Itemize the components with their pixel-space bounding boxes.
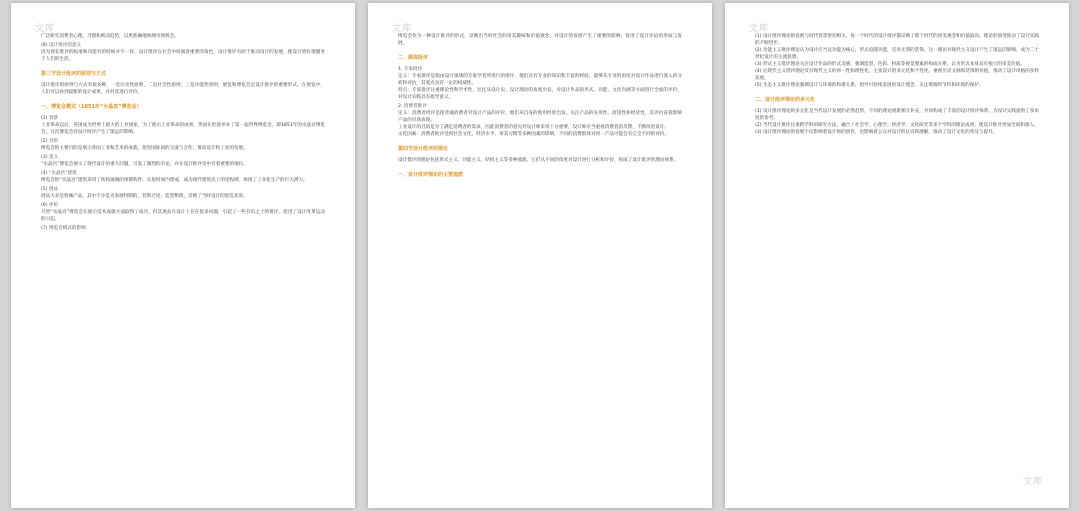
subsection-label: 1. 专家批评 — [398, 67, 423, 72]
paragraph: (1) 设计批评理论的发展与时代背景密切相关，每一个时代的设计批评都反映了那个时代的审美观念和价值取向，理论的演变推动了设计实践的不断进步。 — [755, 34, 1039, 46]
section-heading: 二、媒体批评 — [398, 55, 429, 61]
paragraph: 设计批评的理论包括形式主义、功能主义、结构主义等多种流派，它们从不同的角度对设计进行分析和评价，构成了设计批评的理论体系。 — [398, 158, 679, 163]
paragraph: 因为现在批评的标准和功能有的时候并不一样，设计批评在社会中扮演着重要的角色，设计批评有助于推动设计的发展，使设计更好地服务于人们的生活。 — [41, 50, 325, 62]
page-body — [398, 33, 682, 179]
paragraph: 文化因素：消费者批评受到社会文化、经济水平、审美习惯等多种因素的影响，不同的消费群体对同一产品可能会有完全不同的评价。 — [398, 132, 670, 137]
paragraph: 工业设计的目的是为了满足消费者的需求，因此消费者的意见对设计师来说十分重要，设计师应当重视消费者的反馈，不断改进设计。 — [398, 125, 670, 130]
section-heading: 二、设计批评理论的多元化 — [755, 97, 816, 103]
page-body — [41, 33, 325, 232]
paragraph: “水晶宫”博览会展示了现代设计的重大问题，引发了激烈的争论，并在设计批评史中有着重要的地位。 — [41, 162, 248, 167]
subsection-label: (7) 博览会模式的影响 — [41, 226, 86, 231]
paragraph: (5) 生态主义批评理论强调设计与环境的和谐关系，倡导可持续发展的设计理念，关注资源的节约和环境的保护。 — [755, 83, 984, 88]
watermark-logo: 文库 — [391, 23, 412, 34]
section-heading: 第三节设计批评的原则与方式 — [41, 71, 107, 77]
watermark-logo: 文库 — [748, 23, 769, 34]
paragraph: 工业革命以后，英国成为世界上最大的工业国家，为了展示工业革命的成果，英国在伦敦举办了第一届世界博览会，即1851年的水晶宫博览会，这次博览会对设计批评产生了深远的影响。 — [41, 123, 325, 135]
paragraph: 特点：专家批评注重理论性和学术性，往往从设计史、设计理论的角度出发，对设计作品的形式、功能、文化内涵等方面进行全面的评价，对设计实践具有指导意义。 — [398, 88, 682, 100]
paragraph: 博览会作为一种设计批评的形式，反映出当时社会的审美趣味和价值观念，对设计的发展产生了重要的影响，促进了设计评论的形成与发展。 — [398, 34, 682, 46]
section-heading: 一、博览会模式（1851年“水晶宫”博览会） — [41, 104, 142, 110]
paragraph: (1) 设计批评理论的多元化是当代设计发展的必然趋势，不同的理论流派相互补充，共同构成了丰富的设计批评体系，为设计实践提供了多角度的参考。 — [755, 109, 1039, 121]
paragraph: (3) 设计批评理论的发展不仅影响着设计师的创作，也影响着公众对设计的认识和理解，推动了设计文化的普及与提升。 — [755, 130, 998, 135]
document-page-3 — [725, 3, 1069, 508]
paragraph: 广泛研究消费者心理，习惯和被动趋势，以更准确地预测市场机会。 — [41, 34, 179, 39]
paragraph: 博览会的“水晶宫”建筑采用了铁和玻璃的预制构件，在短时间内建成，成为现代建筑史上的里程碑，体现了工业化生产的巨大潜力。 — [41, 178, 308, 183]
paragraph: 设计批评的原则与方式有很多种，一是历史性原则，二是社会性原则，三是功能性原则，展览和博览会是设计批评的重要形式，在展览中，人们可以看到最新的设计成果，并对其进行评价。 — [41, 83, 325, 95]
section-heading: 一、设计批评理论的主要流派 — [398, 172, 464, 178]
subsection-label: (2) 目的 — [41, 139, 59, 144]
subsection-label: (4) “水晶宫”建筑 — [41, 171, 77, 176]
subsection-label: (8) 设计批评的意义 — [41, 43, 82, 48]
paragraph: 定义：消费者批评是指普通消费者对设计产品的评价，他们从自身的使用经验出发，关注产品的实用性、舒适性和经济性，其评价直接影响产品的市场表现。 — [398, 111, 682, 123]
paragraph: (4) 后现代主义批评理论反对现代主义的单一性和理性化，主张设计的多元化和个性化，重视历史文脉和装饰的价值，推动了设计风格的多样发展。 — [755, 69, 1039, 81]
paragraph: 博览会的主要目的是展示各国工业和艺术的成就，促进国际间的交流与合作，推动设计和工业的发展。 — [41, 146, 248, 151]
subsection-label: (5) 展品 — [41, 187, 59, 192]
paragraph: 尽管“水晶宫”博览会在展示技术成就方面取得了成功，但其展品在设计上存在很多问题，引起了一些有识之士的批评，促进了设计改革运动的兴起。 — [41, 210, 325, 222]
subsection-label: (1) 背景 — [41, 116, 59, 121]
paragraph: 定义：专家批评是指由设计领域的专家学者所进行的批评，他们具有专业的知识和丰富的经验，能够从专业的角度对设计作品进行深入的分析和评价，其观点具有一定的权威性。 — [398, 74, 682, 86]
section-heading: 第四节设计批评的理论 — [398, 146, 449, 152]
paragraph: (2) 当代设计批评注重跨学科的研究方法，融合了社会学、心理学、经济学、文化研究等多个学科的理论成果，使设计批评更加全面和深入。 — [755, 123, 1039, 128]
document-page-2 — [368, 3, 712, 508]
document-page-1 — [11, 3, 355, 508]
watermark-logo: 文库 — [34, 23, 55, 34]
paragraph: (2) 功能主义批评理论认为设计应当以功能为核心，形式追随功能，反对无谓的装饰，这一理论对现代主义设计产生了深远的影响，成为二十世纪设计的主流思想。 — [755, 48, 1039, 60]
paragraph: (3) 形式主义批评理论关注设计作品的形式美感，强调造型、色彩、材质等视觉要素的构成关系，认为形式本身具有独立的审美价值。 — [755, 62, 1025, 67]
subsection-label: (6) 评价 — [41, 203, 59, 208]
watermark-logo: 文库 — [1022, 476, 1043, 487]
subsection-label: (3) 意义 — [41, 155, 59, 160]
paragraph: 展品大多是机械产品，其中不少是为参展特制的，装饰过度，造型繁琐，反映了当时设计的混乱状况。 — [41, 194, 248, 199]
page-body — [755, 33, 1039, 136]
subsection-label: 2. 消费者批评 — [398, 104, 427, 109]
